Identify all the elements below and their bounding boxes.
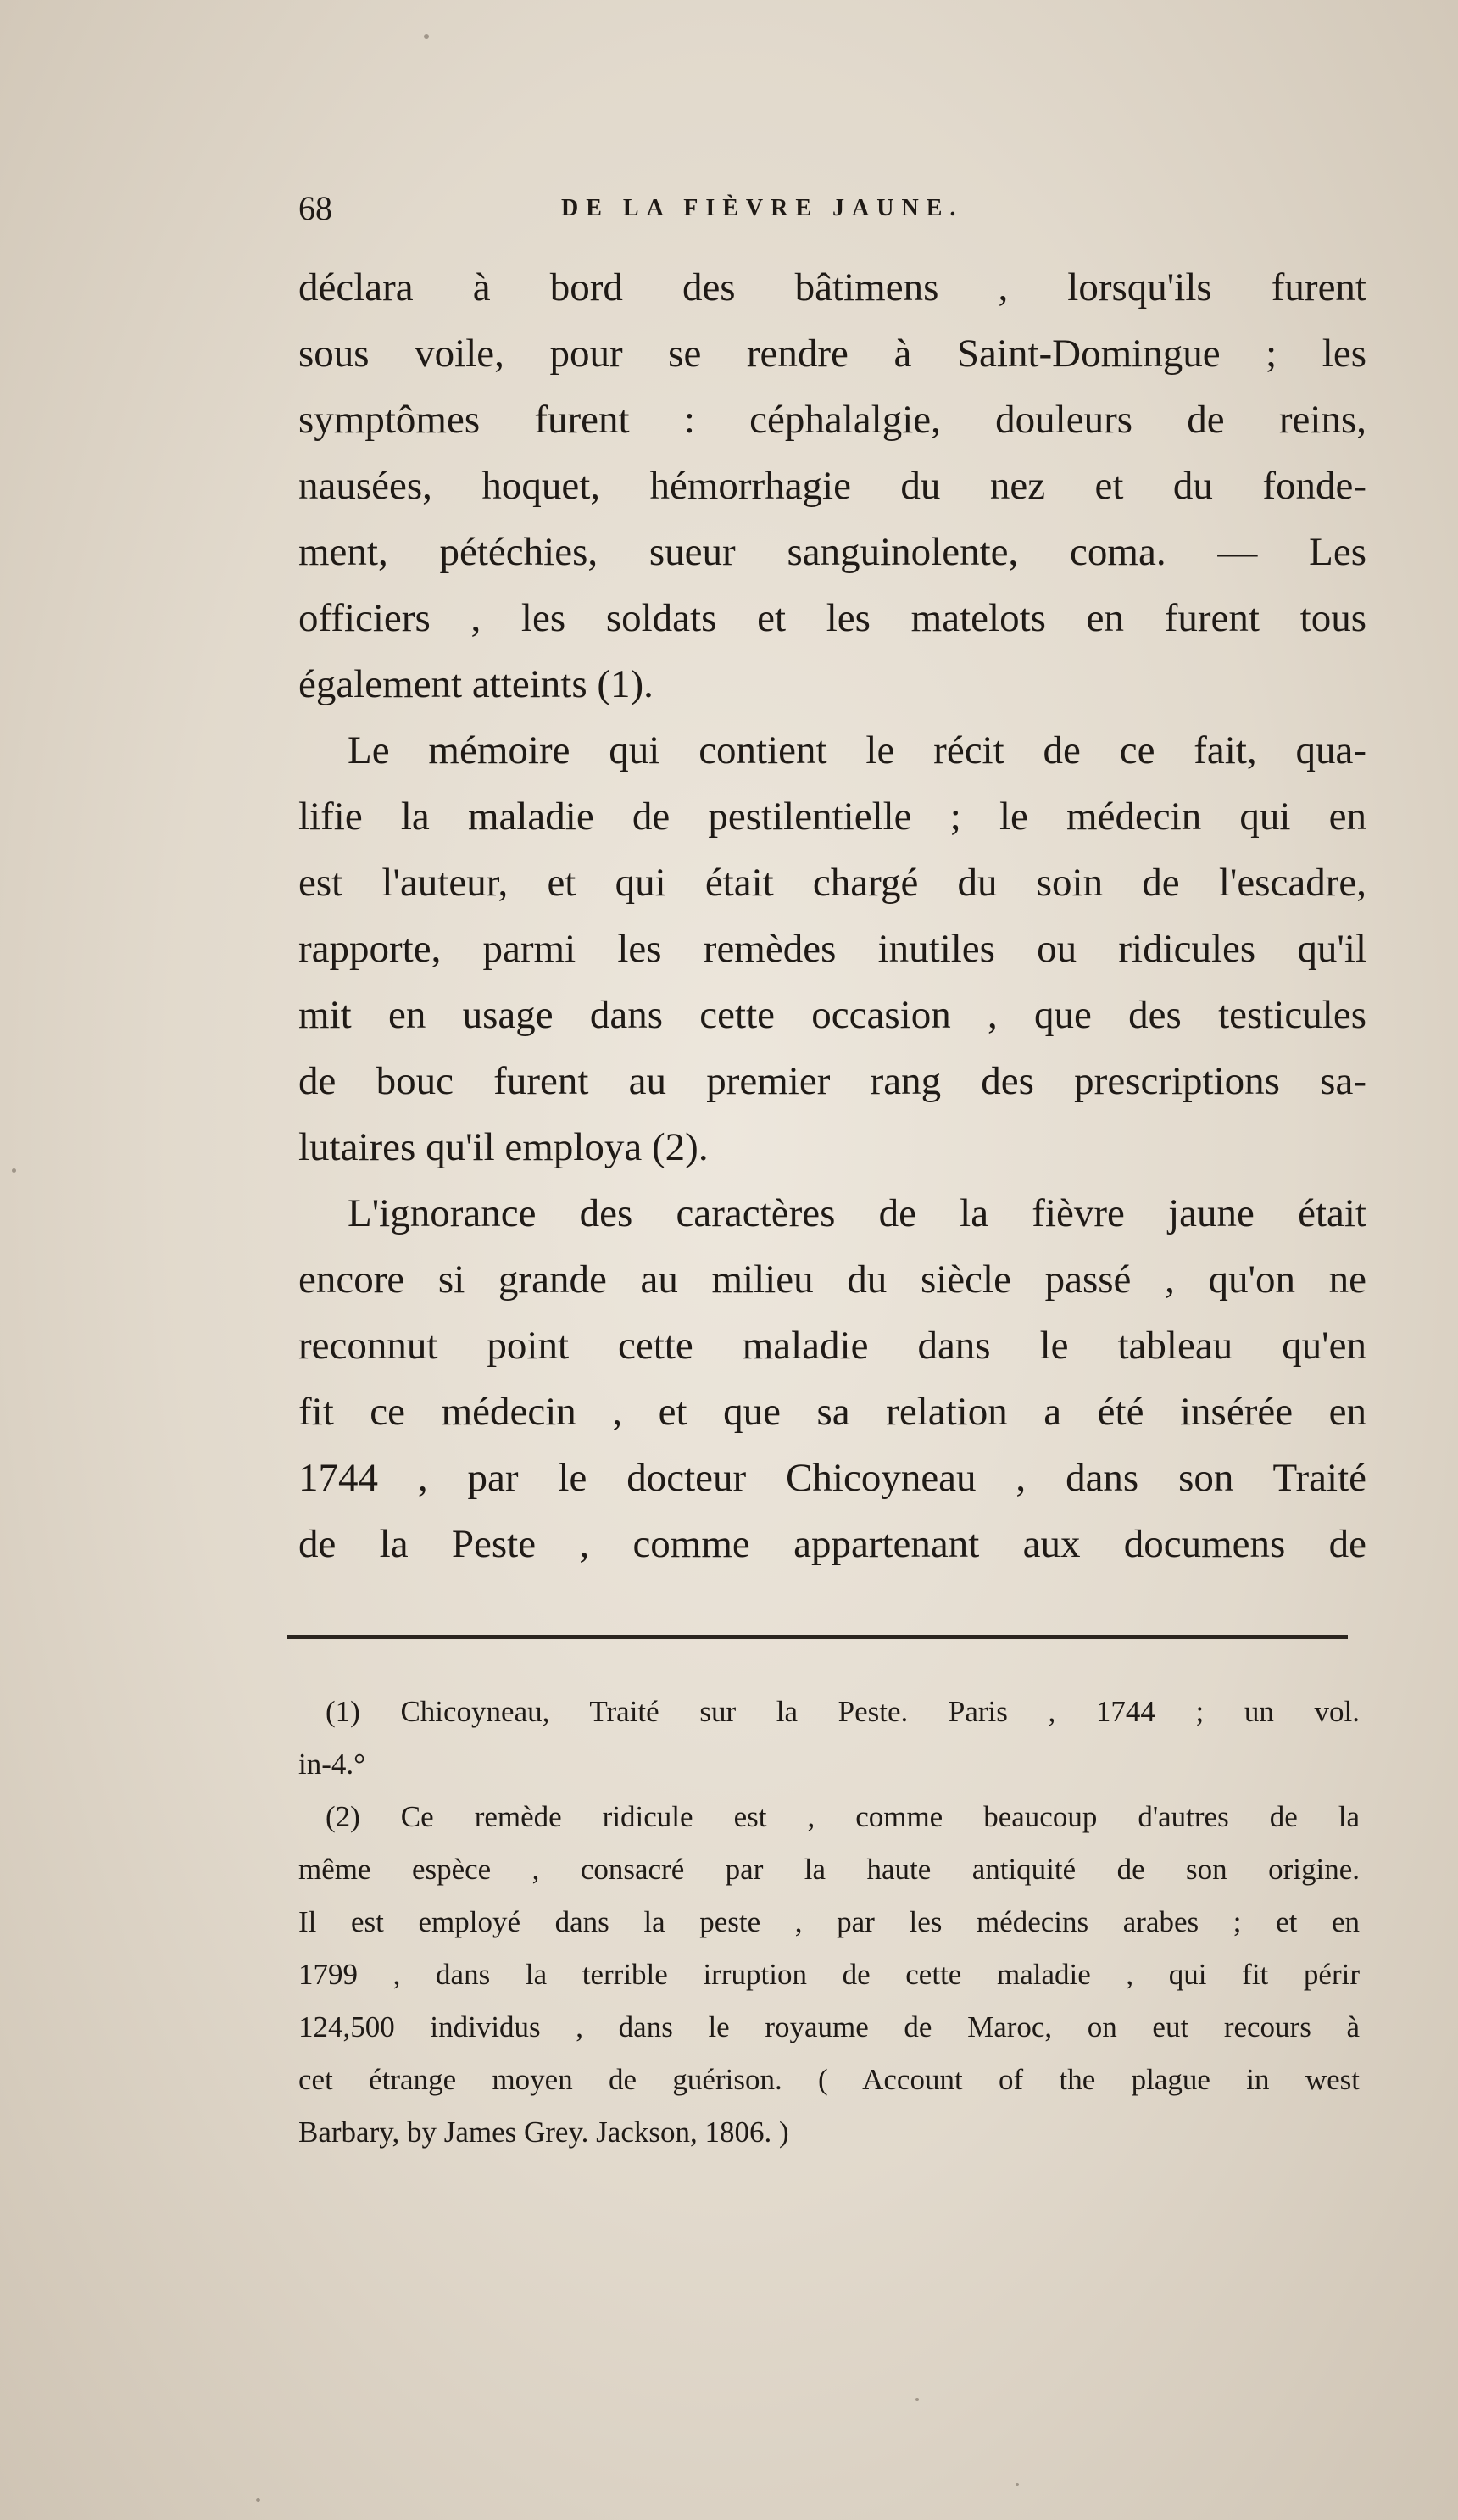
footnote-line: 1799 , dans la terrible irruption de cette maladie , qui fit périr (298, 1958, 1360, 1991)
footnote-line: Il est employé dans la peste , par les médecins arabes ; et en (298, 1905, 1360, 1938)
running-title: DE LA FIÈVRE JAUNE. (561, 195, 964, 221)
text-line: fit ce médecin , et que sa relation a été insérée en (298, 1390, 1366, 1434)
text-line: symptômes furent : céphalalgie, douleurs de reins, (298, 398, 1366, 442)
text-line: Le mémoire qui contient le récit de ce fait, qua- (348, 728, 1366, 772)
footnotes (298, 1686, 1360, 2159)
text-line: L'ignorance des caractères de la fièvre jaune était (348, 1191, 1366, 1235)
footnote-line: in-4.° (298, 1748, 366, 1781)
footnote-line: Barbary, by James Grey. Jackson, 1806. ) (298, 2116, 789, 2149)
page-number: 68 (298, 189, 332, 227)
text-line: ment, pétéchies, sueur sanguinolente, coma. — Les (298, 530, 1366, 574)
footnote-line: même espèce , consacré par la haute antiquité de son origine. (298, 1853, 1360, 1886)
text-line: rapporte, parmi les remèdes inutiles ou ridicules qu'il (298, 927, 1366, 971)
text-line: mit en usage dans cette occasion , que des testicules (298, 993, 1366, 1037)
main-text (298, 254, 1366, 1577)
text-line: est l'auteur, et qui était chargé du soin de l'escadre, (298, 861, 1366, 905)
text-line: lifie la maladie de pestilentielle ; le médecin qui en (298, 794, 1366, 839)
text-line: lutaires qu'il employa (2). (298, 1125, 709, 1169)
text-line: sous voile, pour se rendre à Saint-Domingue ; les (298, 332, 1366, 376)
footnote-line: (2) Ce remède ridicule est , comme beaucoup d'autres de la (326, 1800, 1360, 1833)
text-line: encore si grande au milieu du siècle passé , qu'on ne (298, 1257, 1366, 1302)
text-line: nausées, hoquet, hémorrhagie du nez et du fonde- (298, 464, 1366, 508)
text-line: déclara à bord des bâtimens , lorsqu'ils furent (298, 265, 1366, 309)
text-line: reconnut point cette maladie dans le tableau qu'en (298, 1324, 1366, 1368)
paper-speck (12, 1168, 16, 1173)
paper-speck (424, 34, 429, 39)
text-line: également atteints (1). (298, 662, 654, 706)
footnote-line: cet étrange moyen de guérison. ( Account of the plague in west (298, 2063, 1360, 2096)
footnote-line: (1) Chicoyneau, Traité sur la Peste. Paris , 1744 ; un vol. (326, 1695, 1360, 1728)
paper-speck (256, 2498, 260, 2502)
footnote-rule (287, 1635, 1348, 1639)
text-line: de bouc furent au premier rang des prescriptions sa- (298, 1059, 1366, 1103)
footnote-line: 124,500 individus , dans le royaume de Maroc, on eut recours à (298, 2010, 1360, 2043)
paper-speck (1016, 2483, 1019, 2486)
text-line: officiers , les soldats et les matelots en furent tous (298, 596, 1366, 640)
paper-speck (915, 2398, 919, 2401)
text-line: 1744 , par le docteur Chicoyneau , dans son Traité (298, 1456, 1366, 1500)
text-line: de la Peste , comme appartenant aux documens de (298, 1522, 1366, 1566)
page-header (298, 187, 1146, 231)
